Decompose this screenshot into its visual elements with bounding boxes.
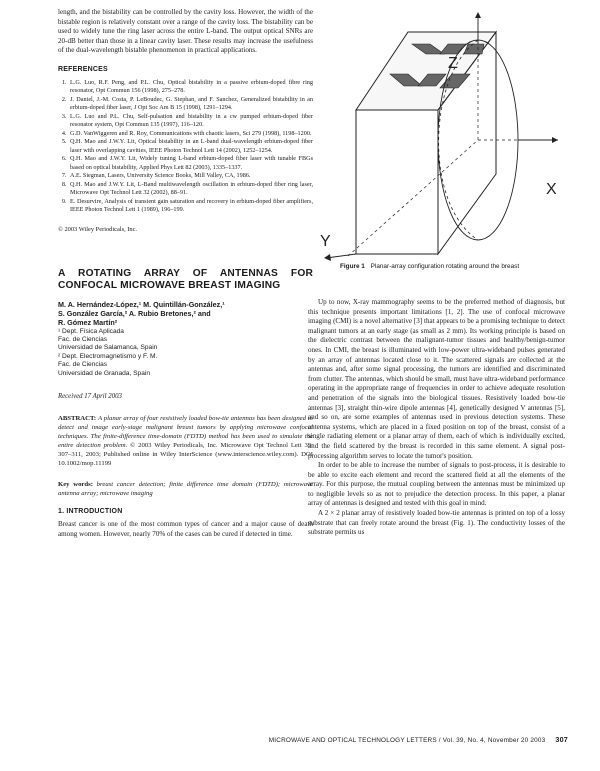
keywords-label: Key words: [58,480,93,488]
y-axis-arrow [326,254,356,258]
keywords-text: breast cancer detection; finite difference time domain (FDTD); microwave antenna array; microwave imaging [58,480,313,497]
introduction-heading: 1. INTRODUCTION [58,507,123,515]
author-line: R. Gómez Martín² [58,318,118,328]
x-arrowhead-icon [552,137,558,143]
abstract-text: A planar array of four resistively loaded bow-tie antennas has been designed to detect and image early-stage malignant breast tumors by applying microwave confocal techniques. The finite-difference time-domain (FDTD) method has been used to simulate the entire detection problem. [58,414,314,449]
introduction-paragraph: Breast cancer is one of the most common types of cancer and a major cause of death among women. However, nearly 70% of the cases can be cured if detected in time. [58,520,313,538]
reference-item: 1. L.G. Luo, R.F. Peng, and P.L. Chu, Optical bistability in a passive erbium-doped fibre ring resonator, Opt Commun 156 (1998), 275–278. [68,79,313,96]
page-footer [248,735,568,744]
copyright-notice: © 2003 Wiley Periodicals, Inc. [58,225,138,233]
body-paragraph: Up to now, X-ray mammography seems to be the preferred method of diagnosis, but this technique presents important limitations [1, 2]. The use of confocal microwave imaging (CMI) is a novel alternative [3] that appears to be a promising technique to detect malignant tumors at an early stage (as small as 2 mm). Its working principle is based on the dielectric contrast between the malignant-tumor tissues and healthy/benign-tumor ones. In CMI, the breast is illuminated with low-power ultra-wideband pulses generated by an array of antennas located close to it. The scattered signals are collected at the antennas and, after some signal processing, the tumors are identified and discriminated from clutter. The antennas, which should be small, must have ultra-wideband performance operating in the appropriate range of frequencies in order to achieve adequate resolution and penetration of the signals into the biological tissues. Resistively loaded bow-tie antennas [3], straight thin-wire dipole antennas [4], genetically designed V antennas [5], and so on, are some examples of antennas used in previous detection systems. These antenna systems, which are placed in a fixed position on top of the breast, consist of a single radiating element or a planar array of them, each of which is individually excited, and the field scattered by the breast is recorded in this same element. A signal post-processing algorithm serves to locate the tumor's position. [308,298,565,460]
figure-caption-label: Figure 1 [340,263,365,270]
affiliation-line: ² Dept. Electromagnetismo y F. M. [58,352,158,360]
prior-article-closing-paragraph: length, and the bistability can be controlled by the cavity loss. However, the width of the bistable region is relatively constant over a range of the cavity loss. The bistability can be used to widely tune the ring laser across the entire L-band. The output optical SNRs are 20-dB better than those in a linear cavity laser. These results may increase the usefulness of the dual-wavelength bistable phenomenon in practical applications. [58,8,313,55]
abstract [58,414,313,468]
references-heading: REFERENCES [58,65,108,73]
keywords [58,480,313,498]
body-paragraph: A 2 × 2 planar array of resistively loaded bow-tie antennas is printed on top of a lossy substrate that can freely rotate around the breast (Fig. 1). The conductivity losses of the substrate permits us [308,509,565,537]
reference-item: 7. A.E. Siegman, Lasers, University Science Books, Mill Valley, CA, 1986. [68,172,313,180]
reference-item: 5. Q.H. Mao and J.W.Y. Lit, Optical bistability in an L-band dual-wavelength erbium-doped fiber laser with overlapping cavities, IEEE Photon Technol Lett 14 (2002), 1252–1254. [68,138,313,155]
axis-label-x: X [546,181,557,198]
reference-item: 9. E. Desurvire, Analysis of transient gain saturation and recovery in erbium-doped fiber amplifiers, IEEE Photon Technol Lett 1 (1989), 196–199. [68,198,313,215]
affiliation-line: Fac. de Ciencias [58,361,108,369]
affiliations [58,328,313,378]
figure-caption [340,263,519,270]
journal-citation: MICROWAVE AND OPTICAL TECHNOLOGY LETTERS / Vol. 39, No. 4, November 20 2003 [268,737,546,744]
received-date: Received 17 April 2003 [58,393,122,401]
figure-caption-text: Planar-array configuration rotating around the breast [370,263,520,270]
reference-item: 2. J. Daniel, J.-M. Costa, P. LeBoudec, G. Stephan, and F. Sanchez, Generalized bistability in an erbium-doped fiber laser, J Opt Soc Am B 15 (1998), 1291–1294. [68,96,313,113]
left-column [58,8,313,539]
reference-item: 4. G.D. VanWiggeren and R. Roy, Communications with chaotic lasers, Sci 279 (1998), 1198–1200. [68,130,313,138]
article-title: A ROTATING ARRAY OF ANTENNAS FOR CONFOCAL MICROWAVE BREAST IMAGING [58,268,313,291]
references-list [58,79,313,215]
abstract-citation: © 2003 Wiley Periodicals, Inc. Microwave Opt Technol Lett 39: 307–311, 2003; Published online in Wiley InterScience (www.interscience.wiley.com). DOI 10.1002/mop.11199 [58,441,313,467]
reference-item: 8. Q.H. Mao and J.W.Y. Lit, L-Band multiwavelength oscillation in erbium-doped fiber ring laser, Microwave Opt Technol Lett 32 (2002), 88–91. [68,181,313,198]
affiliation-line: Universidad de Granada, Spain [58,369,151,377]
reference-item: 6. Q.H. Mao and J.W.Y. Lit, Widely tuning L-band erbium-doped fiber laser with tunable FBGs based on optical bistability, Applied Phys Lett 82 (2003), 1335–1337. [68,155,313,172]
right-column [308,298,565,538]
axis-label-y: Y [320,233,331,250]
reference-item: 3. L.G. Luo and P.L. Chu, Self-pulsation and bistability in a cw pumped erbium-doped fiber resonator system, Opt Commun 135 (1997), 116–120. [68,113,313,130]
affiliation-line: Universidad de Salamanca, Spain [58,344,158,352]
author-list [58,300,313,328]
substrate-front-face [356,110,438,254]
z-arrowhead-icon [475,12,481,18]
affiliation-line: Fac. de Ciencias [58,335,108,343]
axis-label-z: Z [448,55,458,72]
author-line: M. A. Hernández-López,¹ M. Quintillán-González,¹ [58,299,225,309]
affiliation-line: ¹ Dept. Física Aplicada [58,327,124,335]
page-number: 307 [555,735,568,744]
y-axis-dashed [348,140,478,256]
author-line: S. González García,² A. Rubio Bretones,² and [58,309,211,319]
body-paragraph: In order to be able to increase the number of signals to post-process, it is desirable to be able to excite each element and record the scattered field at all the elements of the array. For this purpose, the mutual coupling between the antennas must be minimized up to negligible levels so as not to prejudice the detection process. In this paper, a planar array of antennas is designed and tested with this goal in mind. [308,461,565,508]
figure-planar-array [308,4,570,262]
abstract-label: ABSTRACT: [58,414,97,422]
y-arrowhead-icon [324,254,331,261]
